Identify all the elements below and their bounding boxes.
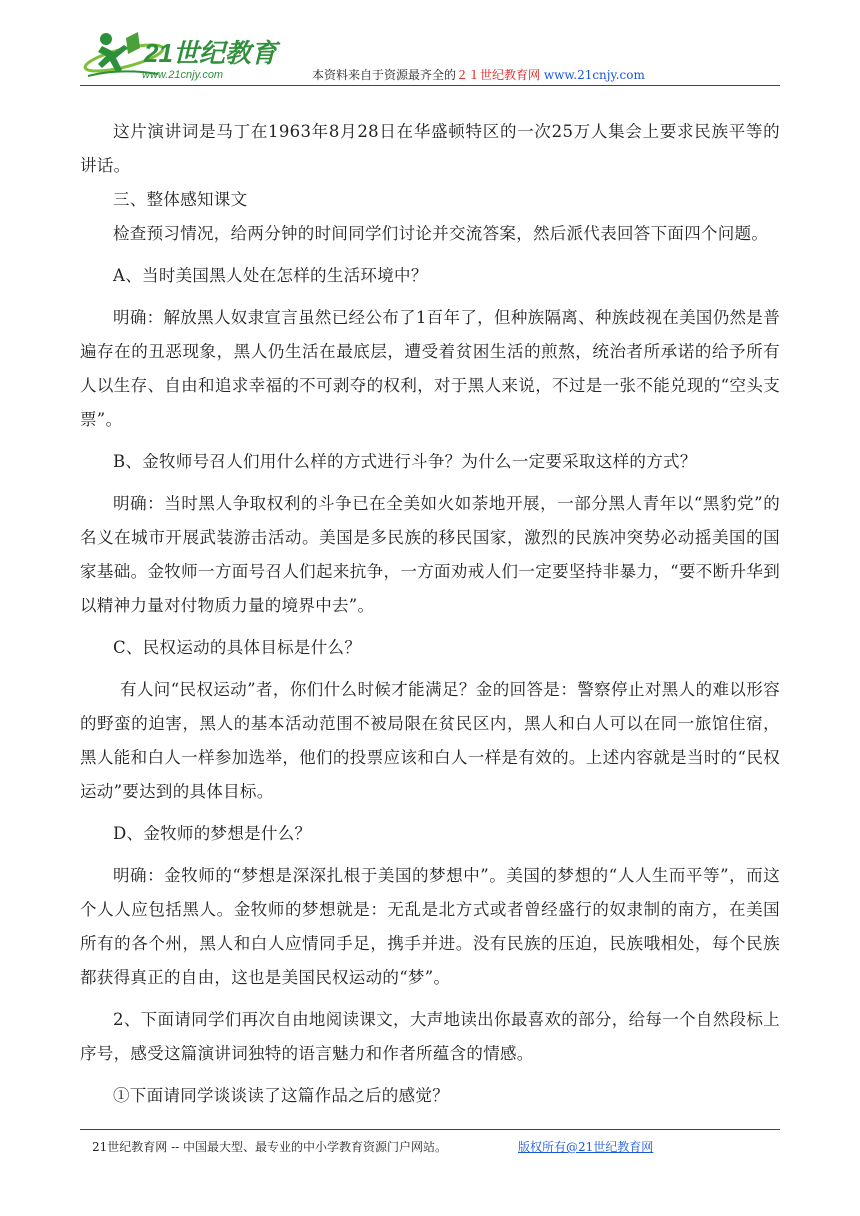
question-b: B、金牧师号召人们用什么样的方式进行斗争？为什么一定要采取这样的方式？ (113, 452, 697, 471)
footer-divider (80, 1129, 780, 1130)
reading-task-paragraph: 2、下面请同学们再次自由地阅读课文，大声地读出你最喜欢的部分，给每一个自然段标上序号，感受这篇演讲词独特的语言魅力和作者所蕴含的情感。 (80, 1010, 780, 1063)
document-body (80, 115, 780, 1113)
question-d: D、金牧师的梦想是什么？ (113, 824, 312, 843)
answer-c: 有人问“民权运动”者，你们什么时候才能满足？金的回答是：警察停止对黑人的难以形容的野蛮的迫害，黑人的基本活动范围不被局限在贫民区内，黑人和白人可以在同一旅馆住宿，黑人能和白人一样参加选举，他们的投票应该和白人一样是有效的。上述内容就是当时的“民权运动”要达到的具体目标。 (80, 680, 780, 801)
answer-b: 明确：当时黑人争取权利的斗争已在全美如火如荼地开展，一部分黑人青年以“黑豹党”的名义在城市开展武装游击活动。美国是多民族的移民国家，激烈的民族冲突势必动摇美国的国家基础。金牧师一方面号召人们起来抗争，一方面劝戒人们一定要坚持非暴力，“要不断升华到以精神力量对付物质力量的境界中去”。 (80, 494, 780, 615)
header-note-url[interactable]: www.21cnjy.com (543, 68, 645, 82)
question-a: A、当时美国黑人处在怎样的生活环境中？ (113, 266, 428, 285)
logo-runner-icon (80, 28, 290, 84)
header-source-note (312, 66, 645, 83)
page-footer (92, 1138, 654, 1155)
instruction-paragraph: 检查预习情况，给两分钟的时间同学们讨论并交流答案，然后派代表回答下面四个问题。 (113, 224, 769, 243)
svg-text:www.21cnjy.com: www.21cnjy.com (142, 69, 224, 81)
footer-copyright-link[interactable]: 版权所有@21世纪教育网 (518, 1140, 654, 1154)
svg-text:21世纪教育: 21世纪教育 (144, 38, 277, 68)
page-header (80, 28, 780, 86)
question-c: C、民权运动的具体目标是什么？ (113, 638, 362, 657)
header-note-prefix: 本资料来自于资源最齐全的 (312, 68, 457, 82)
header-divider (80, 85, 780, 86)
footer-site-description: 21世纪教育网 -- 中国最大型、最专业的中小学教育资源门户网站。 (92, 1140, 448, 1154)
discussion-prompt: ①下面请同学谈谈读了这篇作品之后的感觉？ (113, 1086, 449, 1105)
answer-a: 明确：解放黑人奴隶宣言虽然已经公布了1百年了，但种族隔离、种族歧视在美国仍然是普遍存在的丑恶现象，黑人仍生活在最底层，遭受着贫困生活的煎熬，统治者所承诺的给予所有人以生存、自由和追求幸福的不可剥夺的权利，对于黑人来说，不过是一张不能兑现的“空头支票”。 (80, 308, 780, 429)
intro-paragraph: 这片演讲词是马丁在1963年8月28日在华盛顿特区的一次25万人集会上要求民族平等的讲话。 (80, 122, 780, 175)
section-heading: 三、整体感知课文 (113, 190, 248, 209)
site-logo[interactable] (80, 28, 290, 84)
answer-d: 明确：金牧师的“梦想是深深扎根于美国的梦想中”。美国的梦想的“人人生而平等”，而这个人人应包括黑人。金牧师的梦想就是：无乱是北方式或者曾经盛行的奴隶制的南方，在美国所有的各个州，黑人和白人应情同手足，携手并进。没有民族的压迫，民族哦相处，每个民族都获得真正的自由，这也是美国民权运动的“梦”。 (80, 866, 780, 987)
header-note-site[interactable]: ２１世纪教育网 (456, 68, 541, 82)
